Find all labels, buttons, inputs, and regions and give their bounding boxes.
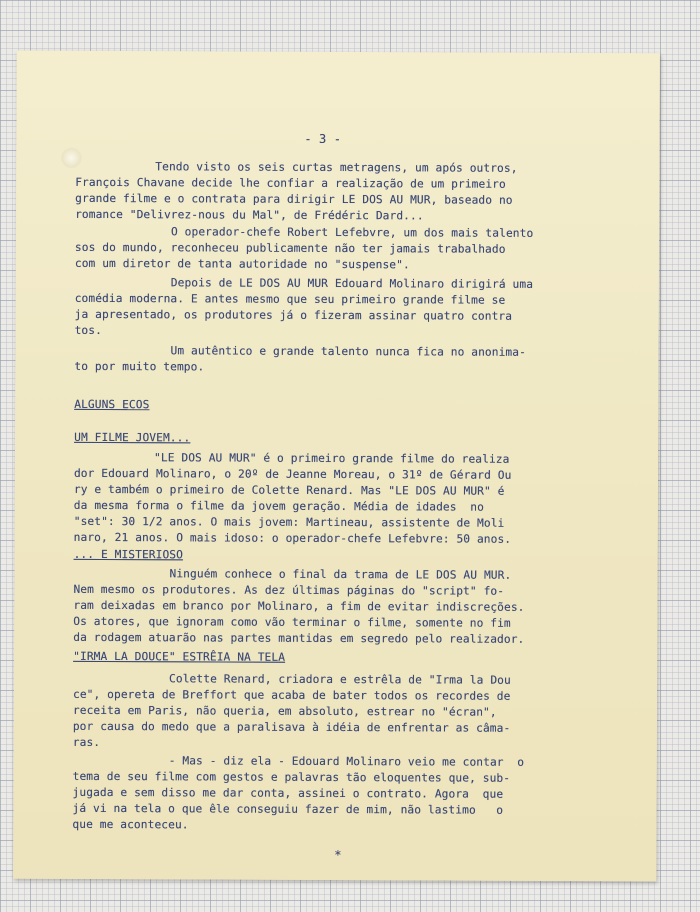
paragraph-5-line-3: ry e também o primeiro de Colette Renard. Mas "LE DOS AU MUR" é bbox=[73, 482, 505, 498]
heading-irma-la-douce: "IRMA LA DOUCE" ESTRÊIA NA TELA bbox=[73, 649, 286, 664]
paragraph-3-line-2: comédia moderna. E antes mesmo que seu primeiro grande filme se bbox=[74, 291, 506, 307]
paragraph-8-line-4: já vi na tela o que êle conseguiu fazer de mim, não lastimo o bbox=[72, 801, 504, 817]
paragraph-4-line-1: Um autêntico e grande talento nunca fica no anonima- bbox=[170, 344, 526, 359]
heading-um-filme-jovem: UM FILME JOVEM... bbox=[74, 430, 191, 445]
paragraph-8-line-3: jugada e sem disso me dar conta, assinei o contrato. Agora que bbox=[72, 785, 504, 801]
paragraph-3-line-4: tos. bbox=[74, 323, 102, 337]
paragraph-7-line-3: receita em Paris, não queria, em absoluto, estrear no "écran", bbox=[72, 703, 497, 719]
footer-asterisk: * bbox=[334, 847, 342, 863]
paragraph-2-line-2: sos do mundo, reconheceu publicamente não ter jamais trabalhado bbox=[74, 240, 506, 256]
paragraph-1-line-4: romance "Delivrez-nous du Mal", de Frédéric Dard... bbox=[75, 207, 424, 223]
heading-e-misterioso: ... E MISTERIOSO bbox=[73, 547, 184, 562]
paragraph-8-line-5: que me aconteceu. bbox=[72, 817, 189, 832]
paragraph-7-line-5: ras. bbox=[72, 735, 101, 749]
paragraph-5-line-1: "LE DOS AU MUR" é o primeiro grande filme do realiza bbox=[154, 451, 510, 466]
pin-hole bbox=[60, 147, 82, 169]
paragraph-6-line-1: Ninguém conhece o final da trama de LE DOS AU MUR. bbox=[169, 567, 512, 582]
paragraph-5-line-2: dor Edouard Molinaro, o 20º de Jeanne Moreau, o 31º de Gérard Ou bbox=[73, 466, 512, 482]
paragraph-6-line-4: Os atores, que ignoram como vão terminar o filme, somente no fim bbox=[73, 614, 511, 630]
paragraph-1-line-3: grande filme e o contrata para dirigir LE DOS AU MUR, baseado no bbox=[75, 191, 513, 207]
paragraph-2-line-3: com um diretor de tanta autoridade no "suspense". bbox=[74, 256, 410, 272]
paragraph-3-line-3: ja apresentado, os produtores já o fizeram assinar quatro contra bbox=[74, 307, 513, 323]
paragraph-7-line-1: Colette Renard, criadora e estrêla de "Irma la Dou bbox=[169, 672, 511, 687]
page-number: - 3 - bbox=[304, 131, 342, 147]
typewritten-page bbox=[13, 51, 660, 882]
paragraph-3-line-1: Depois de LE DOS AU MUR Edouard Molinaro dirigirá uma bbox=[170, 276, 534, 291]
paragraph-6-line-5: da rodagem atuarão nas partes mantidas em segredo pelo realizador. bbox=[73, 630, 525, 646]
paragraph-5-line-5: "set": 30 1/2 anos. O mais jovem: Martineau, assistente de Moli bbox=[73, 514, 505, 530]
paragraph-8-line-1: - Mas - diz ela - Edouard Molinaro veio me contar o bbox=[168, 754, 525, 769]
paragraph-1-line-2: François Chavane decide lhe confiar a realização de um primeiro bbox=[75, 175, 506, 191]
paragraph-7-line-4: por causa do medo que a paralisava à idéia de enfrentar as câma- bbox=[72, 719, 511, 735]
paragraph-5-line-6: naro, 21 anos. O mais idoso: o operador-chefe Lefebvre: 50 anos. bbox=[73, 530, 512, 546]
paragraph-8-line-2: tema de seu filme com gestos e palavras tão eloquentes que, sub- bbox=[72, 769, 511, 785]
paragraph-6-line-2: Nem mesmo os produtores. As dez últimas páginas do "script" fo- bbox=[73, 582, 505, 598]
paragraph-6-line-3: ram deixadas em branco por Molinaro, a fim de evitar indiscreções. bbox=[73, 598, 525, 614]
paragraph-5-line-4: da mesma forma o filme da jovem geração. Média de idades no bbox=[73, 498, 484, 514]
paragraph-1-line-1: Tendo visto os seis curtas metragens, um após outros, bbox=[155, 160, 518, 175]
paragraph-7-line-2: ce", opereta de Breffort que acaba de bater todos os recordes de bbox=[72, 687, 511, 703]
heading-alguns-ecos: ALGUNS ECOS bbox=[74, 397, 150, 412]
paragraph-2-line-1: O operador-chefe Robert Lefebvre, um dos mais talento bbox=[170, 225, 534, 240]
paragraph-4-line-2: to por muito tempo. bbox=[74, 359, 205, 374]
